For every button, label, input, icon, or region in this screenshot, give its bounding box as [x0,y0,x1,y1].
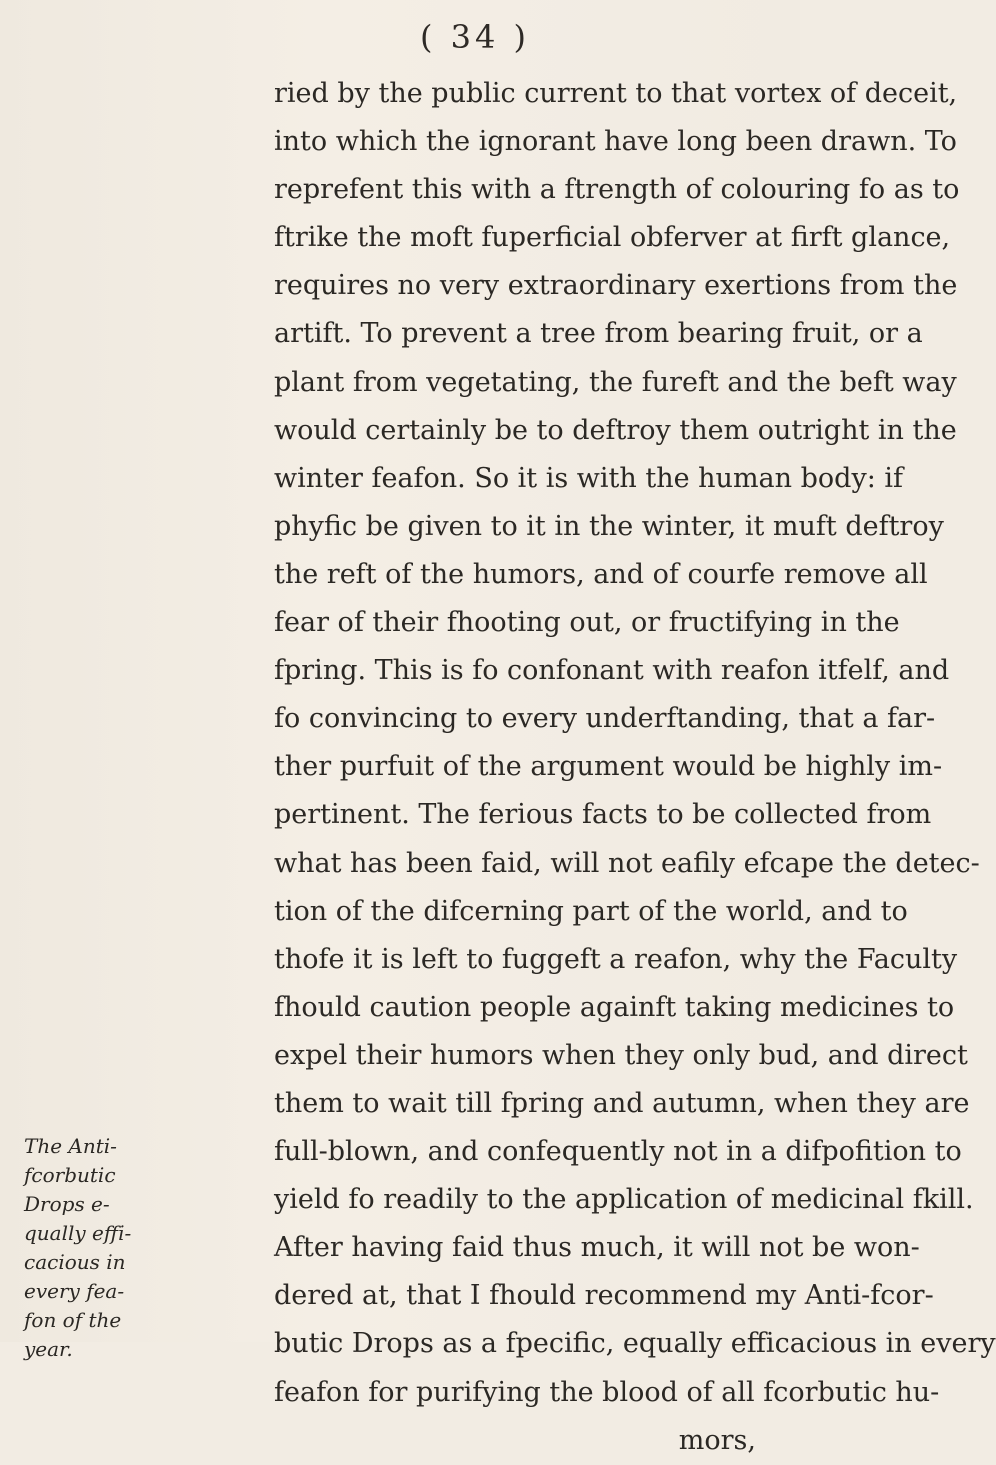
text-line: artift. To prevent a tree from bearing fruit, or a [274,318,923,350]
text-line: feafon for purifying the blood of all fcorbutic hu- [274,1376,940,1408]
margin-note-line: fon of the [24,1308,122,1332]
text-line: expel their humors when they only bud, and direct [274,1039,968,1071]
body-text [274,70,996,1465]
text-line: fhould caution people againft taking medicines to [274,991,955,1023]
text-line: fpring. This is fo confonant with reafon itfelf, and [274,655,950,687]
text-line: plant from vegetating, the fureft and the beft way [274,366,957,398]
text-line: the reft of the humors, and of courfe remove all [274,558,928,590]
margin-note-line: every fea- [24,1279,125,1303]
text-line: fo convincing to every underftanding, that a far- [274,703,936,735]
margin-note-line: fcorbutic [24,1163,116,1187]
text-line: winter feafon. So it is with the human body: if [274,462,904,494]
margin-note-line: The Anti- [24,1134,117,1158]
text-line: thofe it is left to fuggeft a reafon, why the Faculty [274,943,958,975]
margin-note-line: year. [24,1337,73,1361]
text-line: mors, [678,1424,756,1456]
text-line: ftrike the moft fuperficial obferver at firft glance, [274,222,951,254]
text-line: ried by the public current to that vortex of deceit, [274,78,958,109]
text-line: fear of their fhooting out, or fructifying in the [274,607,900,639]
text-line: reprefent this with a ftrength of colouring fo as to [274,174,960,206]
margin-note-line: cacious in [24,1250,126,1274]
text-line: dered at, that I fhould recommend my Anti-fcor- [274,1280,934,1312]
text-line: requires no very extraordinary exertions from the [274,270,958,302]
text-line: tion of the difcerning part of the world, and to [274,895,908,927]
margin-note-line: qually effi- [24,1221,132,1245]
text-line: ther purfuit of the argument would be highly im- [274,751,943,783]
text-line: full-blown, and confequently not in a difpofition to [274,1136,962,1168]
margin-note-line: Drops e- [24,1192,110,1216]
text-line: phyfic be given to it in the winter, it muft deftroy [274,510,944,542]
page-number: ( 34 ) [419,18,531,56]
text-line: butic Drops as a fpecific, equally efficacious in every [274,1328,996,1360]
text-line: pertinent. The ferious facts to be collected from [274,799,932,831]
text-line: what has been faid, will not eafily efcape the detec- [274,847,980,879]
text-line: yield fo readily to the application of medicinal fkill. [274,1184,974,1216]
margin-note [24,1132,174,1364]
text-line: would certainly be to deftroy them outright in the [274,414,957,446]
text-line: After having faid thus much, it will not be won- [274,1232,920,1264]
text-line: into which the ignorant have long been drawn. To [274,126,957,158]
text-line: them to wait till fpring and autumn, when they are [274,1087,970,1119]
